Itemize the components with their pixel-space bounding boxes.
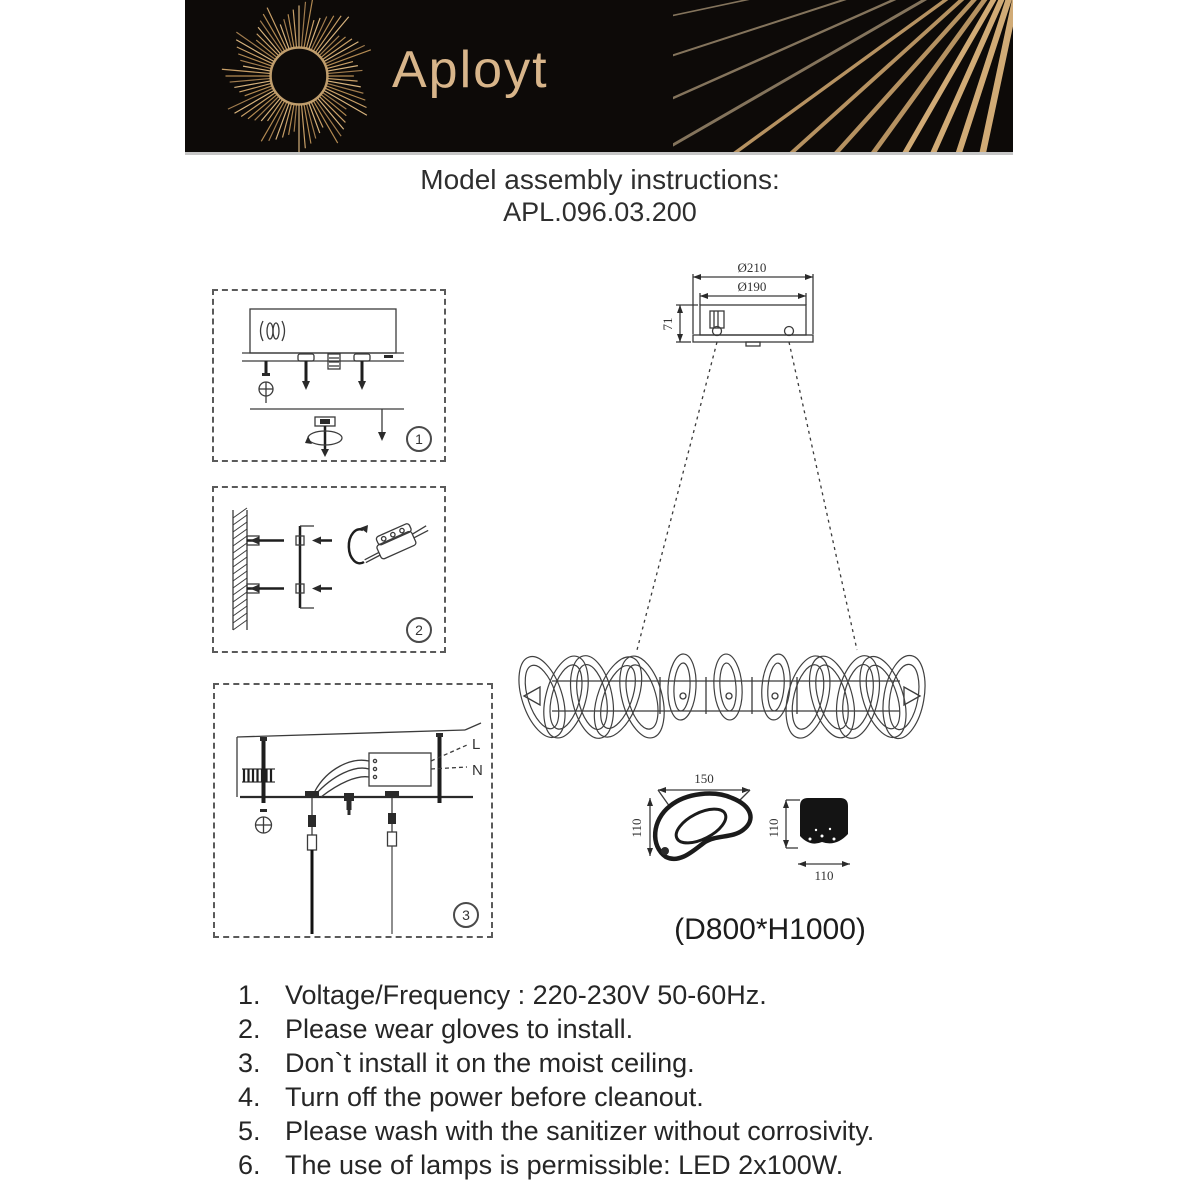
- instruction-number: 5.: [238, 1116, 261, 1146]
- instruction-number: 3.: [238, 1048, 261, 1078]
- instruction-number: 1.: [238, 980, 261, 1010]
- dim-canopy-inner: Ø190: [737, 279, 767, 294]
- title-block: [0, 163, 1200, 229]
- wire-label-neutral: N: [472, 762, 483, 779]
- step-2-badge: 2: [406, 617, 432, 643]
- dim-block-width: 110: [814, 868, 834, 883]
- instruction-number: 2.: [238, 1014, 261, 1044]
- rays-decoration-icon: [673, 0, 1013, 152]
- page-title: Model assembly instructions:: [420, 164, 780, 195]
- crystal-link-detail: [629, 771, 751, 859]
- instruction-text: Don`t install it on the moist ceiling.: [285, 1048, 695, 1078]
- dim-canopy-outer: Ø210: [737, 260, 767, 275]
- model-number: APL.096.03.200: [503, 197, 697, 227]
- instruction-item: [238, 1148, 1068, 1182]
- instruction-text: The use of lamps is permissible: LED 2x100W.: [285, 1150, 844, 1180]
- assembly-step-1-box: [212, 289, 446, 462]
- step-1-badge: 1: [406, 426, 432, 452]
- instruction-item: [238, 1012, 1068, 1046]
- brand-banner: [185, 0, 1013, 155]
- sunburst-logo-icon: [201, 0, 397, 155]
- crystal-block-detail: [766, 798, 850, 883]
- step-3-badge: 3: [453, 902, 479, 928]
- instruction-item: [238, 1046, 1068, 1080]
- instruction-number: 4.: [238, 1082, 261, 1112]
- dim-block-height: 110: [766, 818, 781, 838]
- instruction-item: [238, 1114, 1068, 1148]
- instruction-list: [238, 978, 1068, 1182]
- instruction-item: [238, 1080, 1068, 1114]
- dim-link-width: 150: [694, 771, 714, 786]
- step-3-diagram: [215, 685, 491, 936]
- assembly-step-3-box: [213, 683, 493, 938]
- instruction-number: 6.: [238, 1150, 261, 1180]
- dim-link-height: 110: [629, 818, 644, 838]
- dim-canopy-height: 71: [660, 317, 675, 331]
- instruction-item: [238, 978, 1068, 1012]
- instruction-text: Please wash with the sanitizer without corrosivity.: [285, 1116, 875, 1146]
- brand-name: Aployt: [392, 41, 549, 99]
- chandelier-dimension-drawing: [500, 250, 980, 920]
- assembly-step-2-box: [212, 486, 446, 653]
- instruction-text: Voltage/Frequency : 220-230V 50-60Hz.: [285, 980, 767, 1010]
- wire-label-line: L: [472, 736, 481, 753]
- overall-size-label: (D800*H1000): [674, 913, 866, 946]
- instruction-text: Please wear gloves to install.: [285, 1014, 634, 1044]
- instruction-text: Turn off the power before cleanout.: [285, 1082, 704, 1112]
- chandelier-ring: [510, 651, 931, 744]
